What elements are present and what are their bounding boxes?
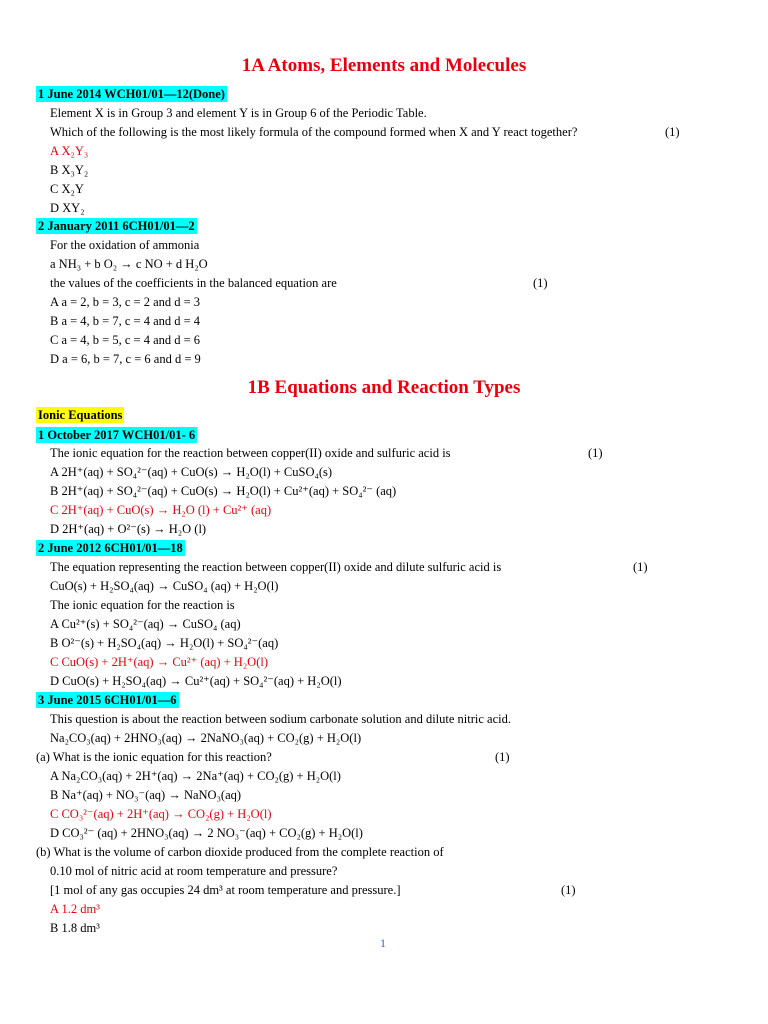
subsection-title: Ionic Equations (38, 408, 123, 422)
question-text: The equation representing the reaction between copper(II) oxide and dilute sulfuric acid is (50, 560, 502, 574)
answer-option: B 2H⁺(aq) + SO₄²⁻(aq) + CuO(s) → H₂O(l) + Cu²⁺(aq) + SO₄²⁻ (aq) (50, 484, 397, 498)
answer-option: B Na⁺(aq) + NO₃⁻(aq) → NaNO₃(aq) (50, 788, 242, 802)
answer-option-correct: A 1.2 dm³ (50, 902, 100, 916)
equation: Na₂CO₃(aq) + 2HNO₃(aq) → 2NaNO₃(aq) + CO₂(g) + H₂O(l) (50, 731, 362, 745)
answer-option: B X₃Y₂ (50, 163, 89, 177)
question-ref: 2 June 2012 6CH01/01—18 (38, 541, 183, 555)
question-ref: 1 June 2014 WCH01/01—12(Done) (38, 87, 225, 101)
question-text: For the oxidation of ammonia (50, 238, 200, 252)
equation: a NH₃ + b O₂ → c NO + d H₂O (50, 257, 208, 271)
answer-option: C X₂Y (50, 182, 84, 196)
question-text: the values of the coefficients in the balanced equation are (50, 276, 337, 290)
question-text: The ionic equation for the reaction between copper(II) oxide and sulfuric acid is (50, 446, 451, 460)
question-ref: 2 January 2011 6CH01/01—2 (38, 219, 195, 233)
answer-option-correct: C CuO(s) + 2H⁺(aq) → Cu²⁺ (aq) + H₂O(l) (50, 655, 269, 669)
answer-option-correct: A X₂Y₃ (50, 144, 89, 158)
answer-option: D a = 6, b = 7, c = 6 and d = 9 (50, 352, 201, 366)
marks: (1) (665, 125, 680, 139)
answer-option: A a = 2, b = 3, c = 2 and d = 3 (50, 295, 201, 309)
question-text: This question is about the reaction between sodium carbonate solution and dilute nitric acid. (50, 712, 511, 726)
answer-option: B O²⁻(s) + H₂SO₄(aq) → H₂O(l) + SO₄²⁻(aq) (50, 636, 279, 650)
answer-option: D CO₃²⁻ (aq) + 2HNO₃(aq) → 2 NO₃⁻(aq) + CO₂(g) + H₂O(l) (50, 826, 363, 840)
question-text: Which of the following is the most likely formula of the compound formed when X and Y react together? (50, 125, 578, 139)
marks: (1) (495, 750, 510, 764)
marks: (1) (533, 276, 548, 290)
answer-option: A 2H⁺(aq) + SO₄²⁻(aq) + CuO(s) → H₂O(l) + CuSO₄(s) (50, 465, 333, 479)
marks: (1) (561, 883, 576, 897)
question-text: 0.10 mol of nitric acid at room temperature and pressure? (50, 864, 338, 878)
question-part-b: (b) What is the volume of carbon dioxide produced from the complete reaction of (36, 845, 444, 859)
question-text: [1 mol of any gas occupies 24 dm³ at room temperature and pressure.] (50, 883, 401, 897)
marks: (1) (588, 446, 603, 460)
question-ref: 3 June 2015 6CH01/01—6 (38, 693, 177, 707)
answer-option: D CuO(s) + H₂SO₄(aq) → Cu²⁺(aq) + SO₄²⁻(aq) + H₂O(l) (50, 674, 342, 688)
answer-option: A Na₂CO₃(aq) + 2H⁺(aq) → 2Na⁺(aq) + CO₂(g) + H₂O(l) (50, 769, 341, 783)
answer-option: B a = 4, b = 7, c = 4 and d = 4 (50, 314, 201, 328)
question-part-a: (a) What is the ionic equation for this reaction? (36, 750, 272, 764)
answer-option-correct: C CO₃²⁻(aq) + 2H⁺(aq) → CO₂(g) + H₂O(l) (50, 807, 272, 821)
answer-option: B 1.8 dm³ (50, 921, 100, 935)
question-text: The ionic equation for the reaction is (50, 598, 235, 612)
answer-option: D XY₂ (50, 201, 85, 215)
answer-option: A Cu²⁺(s) + SO₄²⁻(aq) → CuSO₄ (aq) (50, 617, 241, 631)
marks: (1) (633, 560, 648, 574)
answer-option: C a = 4, b = 5, c = 4 and d = 6 (50, 333, 201, 347)
page-number: 1 (380, 936, 386, 950)
question-text: Element X is in Group 3 and element Y is in Group 6 of the Periodic Table. (50, 106, 427, 120)
equation: CuO(s) + H₂SO₄(aq) → CuSO₄ (aq) + H₂O(l) (50, 579, 279, 593)
answer-option: D 2H⁺(aq) + O²⁻(s) → H₂O (l) (50, 522, 207, 536)
section-title-equations: 1B Equations and Reaction Types (247, 377, 521, 398)
question-ref: 1 October 2017 WCH01/01- 6 (38, 428, 196, 442)
answer-option-correct: C 2H⁺(aq) + CuO(s) → H₂O (l) + Cu²⁺ (aq) (50, 503, 272, 517)
section-title-atoms: 1A Atoms, Elements and Molecules (241, 55, 527, 76)
